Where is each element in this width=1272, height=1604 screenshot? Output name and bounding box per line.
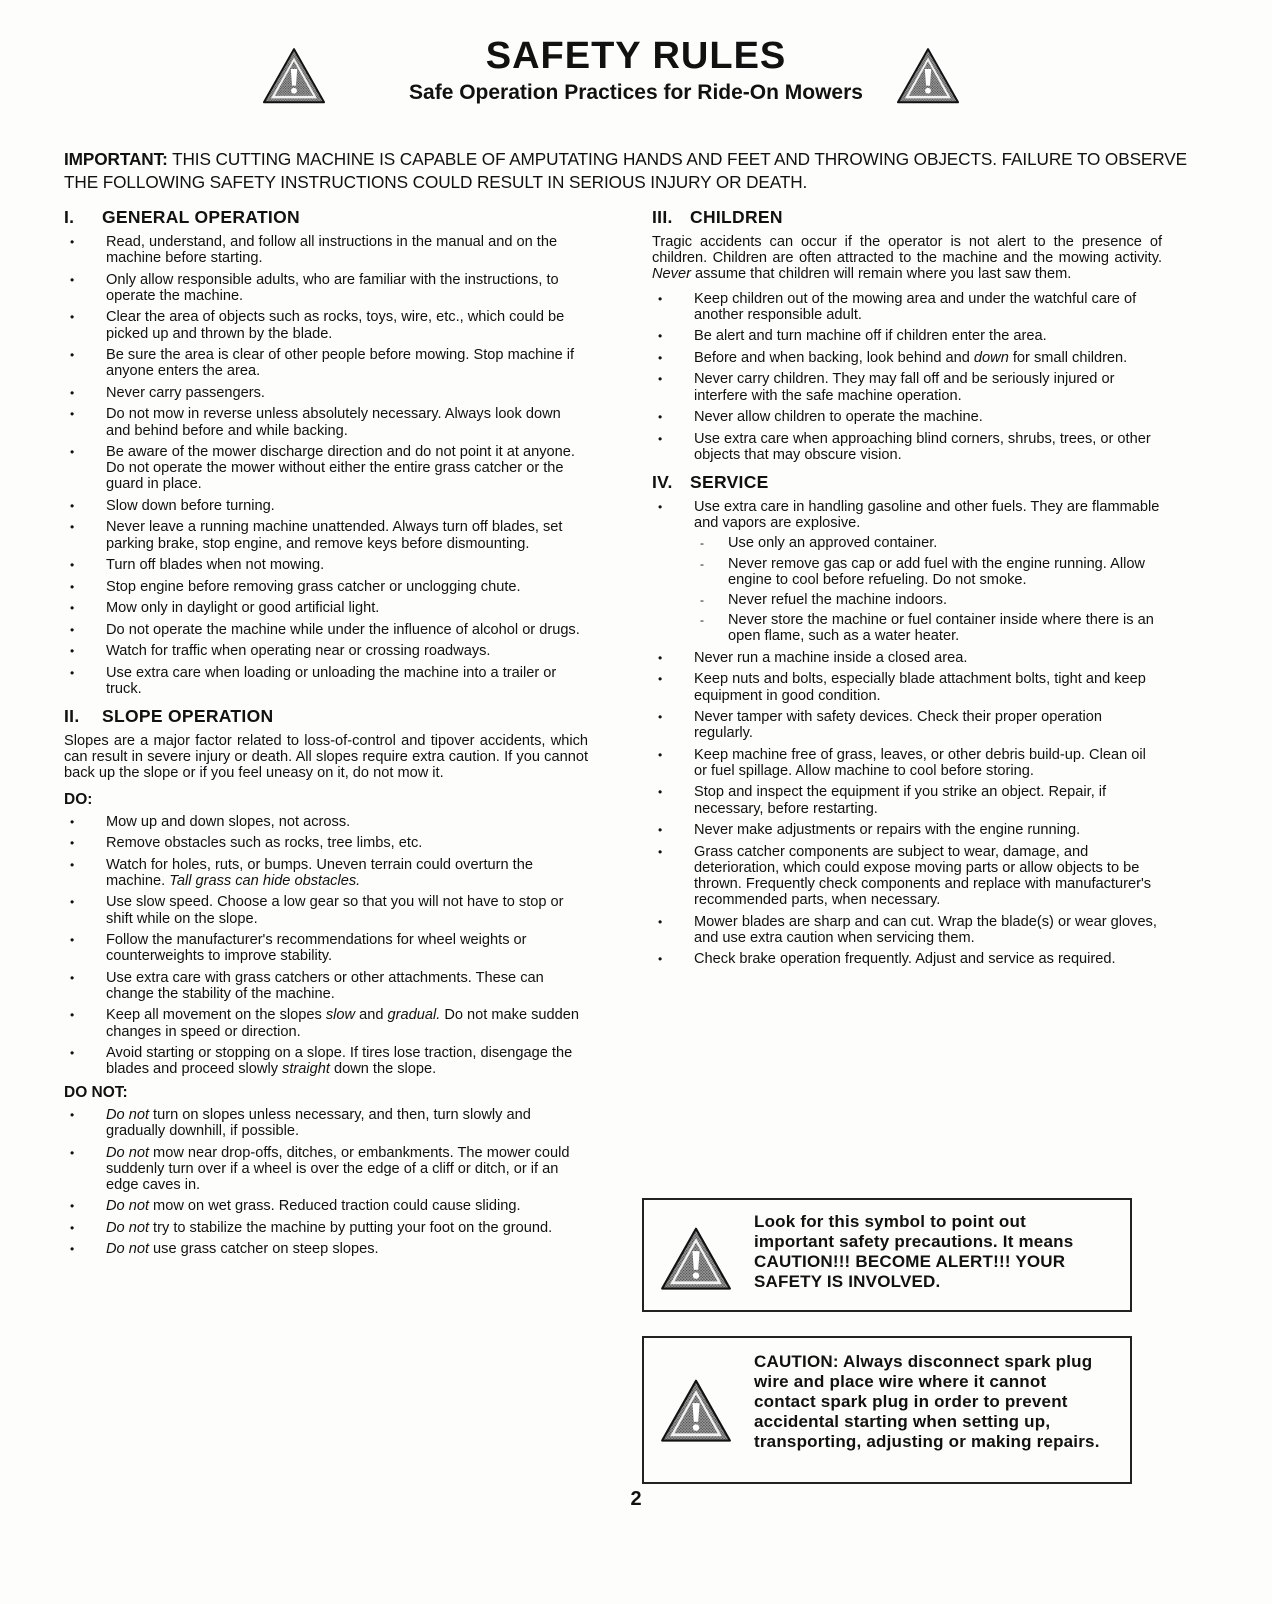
do-not-label: DO NOT:: [64, 1083, 128, 1101]
list-item: • Be sure the area is clear of other people before mowing. Stop machine if anyone enters the area.: [64, 347, 588, 379]
section-number: II.: [64, 706, 80, 727]
list-item: • Never leave a running machine unattended. Always turn off blades, set parking brake, stop engine, and remove keys before dismounting.: [64, 519, 588, 551]
list-item: [64, 1241, 588, 1257]
list-item: [652, 499, 1162, 645]
list-item: • Use extra care when approaching blind corners, shrubs, trees, or other objects that may obscure vision.: [652, 431, 1162, 463]
list-item: [64, 970, 588, 1002]
item-emphasis: Do not: [106, 1219, 149, 1236]
list-item: • Watch for traffic when operating near or crossing roadways.: [64, 643, 588, 659]
item-text: use grass catcher on steep slopes.: [149, 1241, 379, 1258]
section-title: SLOPE OPERATION: [102, 706, 274, 727]
item-text: Do not make sudden changes in speed or direction.: [106, 1007, 580, 1040]
warning-triangle-icon: [660, 1226, 732, 1292]
section-children: [652, 206, 1162, 463]
section-service: [652, 471, 1162, 968]
intro-emphasis: Never: [652, 266, 691, 283]
do-not-list: [64, 1107, 588, 1258]
warning-triangle-icon: [660, 1378, 732, 1444]
do-label: DO:: [64, 790, 93, 808]
section-heading: [64, 705, 588, 727]
warning-triangle-icon: [896, 46, 960, 106]
item-emphasis: Do not: [106, 1144, 149, 1161]
important-label: IMPORTANT:: [64, 149, 168, 169]
item-text: Mow up and down slopes, not across.: [106, 813, 351, 830]
section-heading: [652, 471, 1162, 493]
intro-text: assume that children will remain where you last saw them.: [690, 266, 1072, 283]
sub-list-item: - Never remove gas cap or add fuel with the engine running. Allow engine to cool before refueling. Do not smoke.: [694, 556, 1162, 588]
item-text: Watch for holes, ruts, or bumps. Uneven terrain could overturn the machine.: [106, 856, 533, 889]
symbol-notice-box: [642, 1198, 1132, 1312]
list-item: [64, 835, 588, 851]
section-heading: [64, 206, 588, 228]
children-intro: [652, 234, 1162, 283]
list-item: • Keep children out of the mowing area and under the watchful care of another responsible adult.: [652, 291, 1162, 323]
list-item: • Only allow responsible adults, who are familiar with the instructions, to operate the machine.: [64, 272, 588, 304]
list-item: • Keep nuts and bolts, especially blade attachment bolts, tight and keep equipment in good condition.: [652, 671, 1162, 703]
list-item: [64, 1007, 588, 1039]
list-item: • Never carry children. They may fall off and be seriously injured or interfere with the safe machine operation.: [652, 371, 1162, 403]
item-emphasis: straight: [282, 1061, 330, 1078]
item-text: Avoid starting or stopping on a slope. If tires lose traction, disengage the blades and proceed slowly: [106, 1045, 573, 1078]
item-text: turn on slopes unless necessary, and then, turn slowly and gradually downhill, if possible.: [106, 1106, 531, 1140]
service-list: [652, 499, 1162, 968]
item-text: Before and when backing, look behind and: [694, 349, 974, 366]
list-item: [652, 350, 1162, 366]
item-emphasis: slow: [325, 1007, 356, 1024]
section-number: I.: [64, 207, 75, 227]
list-item: [64, 1220, 588, 1236]
section-heading: [652, 206, 1162, 228]
item-text: Keep all movement on the slopes: [106, 1007, 326, 1024]
fuel-sublist: [694, 535, 1162, 644]
section-number: IV.: [652, 471, 673, 492]
page-subtitle: Safe Operation Practices for Ride-On Mowers: [409, 81, 863, 104]
list-item: • Keep machine free of grass, leaves, or other debris build-up. Clean oil or fuel spillage. Allow machine to cool before storing.: [652, 747, 1162, 779]
list-item: [64, 1045, 588, 1077]
section-slope-operation: [64, 705, 588, 1258]
section-title: CHILDREN: [690, 207, 783, 227]
item-emphasis: gradual.: [387, 1007, 441, 1024]
sub-list-item: - Use only an approved container.: [694, 535, 1162, 551]
symbol-notice-text: Look for this symbol to point out important safety precautions. It means CAUTION!!! BECOME ALERT!!! YOUR SAFETY IS INVOLVED.: [754, 1212, 1074, 1291]
item-emphasis: down: [973, 349, 1009, 366]
section-title: GENERAL OPERATION: [102, 207, 300, 227]
general-list: [64, 234, 588, 697]
list-item: • Never make adjustments or repairs with the engine running.: [652, 822, 1162, 838]
page-title: SAFETY RULES: [485, 35, 787, 77]
list-item: • Slow down before turning.: [64, 498, 588, 514]
left-column: [64, 206, 588, 1266]
item-text: mow near drop-offs, ditches, or embankments. The mower could suddenly turn over if a wheel is over the edge of a cliff or ditch, or if an edge caves in.: [106, 1144, 570, 1193]
section-general-operation: [64, 206, 588, 697]
list-item: • Clear the area of objects such as rocks, toys, wire, etc., which could be picked up and thrown by the blade.: [64, 309, 588, 341]
list-item: • Read, understand, and follow all instructions in the manual and on the machine before starting.: [64, 234, 588, 266]
list-item: [64, 894, 588, 926]
section-number: III.: [652, 207, 673, 227]
item-text: down the slope.: [329, 1061, 437, 1078]
item-text: for small children.: [1008, 349, 1128, 366]
list-item: [64, 1198, 588, 1214]
list-item: • Turn off blades when not mowing.: [64, 557, 588, 573]
item-text: and: [355, 1007, 388, 1024]
important-notice: [64, 148, 1214, 194]
children-list: [652, 291, 1162, 463]
slope-intro: Slopes are a major factor related to loss-of-control and tipover accidents, which can result in severe injury or death. All slopes require extra caution. If you cannot back up the slope or if you feel uneasy on it, do not mow it.: [64, 733, 588, 782]
caution-box: [642, 1336, 1132, 1484]
list-item: • Check brake operation frequently. Adjust and service as required.: [652, 951, 1162, 967]
section-title: SERVICE: [690, 471, 769, 492]
item-emphasis: Do not: [106, 1106, 149, 1123]
item-emphasis: Do not: [106, 1198, 149, 1215]
list-item: [64, 932, 588, 964]
page-number: 2: [630, 1488, 642, 1510]
item-text: Remove obstacles such as rocks, tree limbs, etc.: [106, 835, 423, 852]
sub-list-item: - Never refuel the machine indoors.: [694, 592, 1162, 608]
list-item: • Stop and inspect the equipment if you strike an object. Repair, if necessary, before restarting.: [652, 784, 1162, 816]
list-item: • Never tamper with safety devices. Check their proper operation regularly.: [652, 709, 1162, 741]
list-item: • Do not mow in reverse unless absolutely necessary. Always look down and behind before and while backing.: [64, 406, 588, 438]
list-item: • Be alert and turn machine off if children enter the area.: [652, 328, 1162, 344]
caution-text: CAUTION: Always disconnect spark plug wire and place wire where it cannot contact spark plug in order to prevent accidental starting when setting up, transporting, adjusting or making repairs.: [754, 1352, 1100, 1451]
list-item: • Be aware of the mower discharge direction and do not point it at anyone. Do not operate the mower without either the entire grass catcher or the guard in place.: [64, 444, 588, 493]
list-item: • Never carry passengers.: [64, 385, 588, 401]
list-item: [64, 1107, 588, 1139]
item-text: Use slow speed. Choose a low gear so that you will not have to stop or shift while on the slope.: [106, 894, 564, 927]
item-text: Use extra care in handling gasoline and other fuels. They are flammable and vapors are explosive.: [694, 498, 1160, 532]
list-item: • Never allow children to operate the machine.: [652, 409, 1162, 425]
page-header: [0, 34, 1272, 118]
sub-list-item: - Never store the machine or fuel container inside where there is an open flame, such as a water heater.: [694, 612, 1162, 644]
list-item: [64, 857, 588, 889]
list-item: • Stop engine before removing grass catcher or unclogging chute.: [64, 579, 588, 595]
intro-text: Tragic accidents can occur if the operator is not alert to the presence of children. Children are often attracted to the machine and the mowing activity.: [652, 234, 1162, 267]
do-list: [64, 814, 588, 1078]
item-text: mow on wet grass. Reduced traction could cause sliding.: [149, 1198, 521, 1215]
list-item: [64, 1145, 588, 1194]
right-column: [652, 206, 1162, 976]
item-text: try to stabilize the machine by putting your foot on the ground.: [149, 1219, 553, 1236]
list-item: • Use extra care when loading or unloading the machine into a trailer or truck.: [64, 665, 588, 697]
list-item: • Do not operate the machine while under the influence of alcohol or drugs.: [64, 622, 588, 638]
list-item: • Grass catcher components are subject to wear, damage, and deterioration, which could expose moving parts or allow objects to be thrown. Frequently check components and replace with manufacturer's recommended parts, when necessary.: [652, 844, 1162, 909]
list-item: • Mow only in daylight or good artificial light.: [64, 600, 588, 616]
list-item: [64, 814, 588, 830]
item-emphasis: Tall grass can hide obstacles.: [169, 872, 361, 889]
list-item: • Mower blades are sharp and can cut. Wrap the blade(s) or wear gloves, and use extra caution when servicing them.: [652, 914, 1162, 946]
item-text: Follow the manufacturer's recommendations for wheel weights or counterweights to improve stability.: [106, 932, 527, 965]
list-item: • Never run a machine inside a closed area.: [652, 650, 1162, 666]
item-text: Use extra care with grass catchers or other attachments. These can change the stability of the machine.: [106, 969, 544, 1002]
item-emphasis: Do not: [106, 1241, 149, 1258]
important-text: THIS CUTTING MACHINE IS CAPABLE OF AMPUTATING HANDS AND FEET AND THROWING OBJECTS. FAILURE TO OBSERVE THE FOLLOWING SAFETY INSTRUCTIONS COULD RESULT IN SERIOUS INJURY OR DEATH.: [64, 149, 1188, 192]
